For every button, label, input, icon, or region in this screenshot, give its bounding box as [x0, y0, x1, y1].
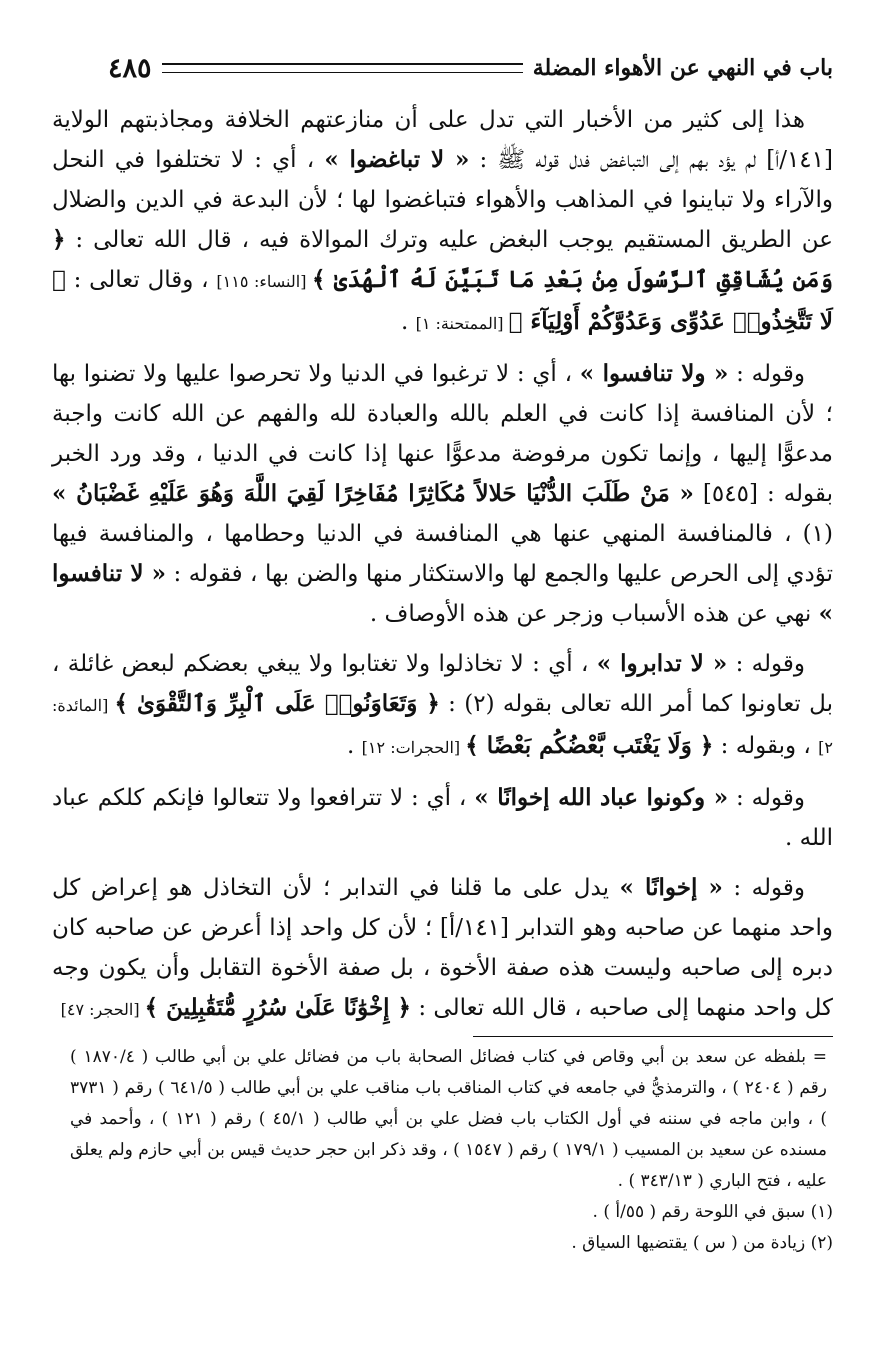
hadith-quote: « ولا تنافسوا »: [579, 360, 729, 387]
hadith-quote: « وكونوا عباد الله إخوانًا »: [474, 784, 729, 811]
continuation-mark: =: [812, 1047, 827, 1067]
hadith-quote: « لا تدابروا »: [596, 650, 728, 677]
quran-verse: ﴿ وَمَن يُشَاقِقِ ٱلرَّسُولَ مِنۢ بَعْدِ مَا تَبَيَّنَ لَهُ ٱلْهُدَىٰ ﴾: [52, 226, 833, 293]
hadith-quote: « مَنْ طَلَبَ الدُّنْيَا حَلالاً مُكَاثِرًا مُفَاخِرًا لَقِيَ اللَّهَ وَهُوَ عَلَيْهِ غَضْبَانُ »: [52, 480, 694, 507]
footnote-continuation: = بلفظه عن سعد بن أبي وقاص في كتاب فضائل الصحابة باب من فضائل علي بن أبي طالب ( ١٨٧٠/٤ ) رقم ( ٢٤٠٤ ) ، والترمذيُّ في جامعه في كتاب المناقب باب مناقب علي بن أبي طالب ( ٦٤١/٥ ) رقم ( ٣٧٣١ ) ، وابن ماجه في سننه في أول الكتاب باب فضل علي بن أبي طالب ( ٤٥/١ ) رقم ( ١٢١ ) ، وأحمد في مسنده عن سعيد بن المسيب ( ١٧٩/١ ) رقم ( ١٥٤٧ ) ، وقد ذكر ابن حجر حديث قيس بن أبي حازم ولم يعلق عليه ، فتح الباري ( ٣٤٣/١٣ ) .: [70, 1047, 828, 1191]
paragraph-5: وقوله : « إخوانًا » يدل على ما قلنا في التدابر ؛ لأن التخاذل هو إعراض كل واحد منهما عن صاحبه وهو التدابر [١٤١/أ] ؛ لأن كل واحد إذا أعرض عن صاحبه كان دبره إلى صاحبه وليست هذه صفة الأخوة ، بل صفة الأخوة التقابل وأن يكون وجه كل واحد منهما إلى صاحبه ، قال الله تعالى : ﴿ إِخْوَٰنًا عَلَىٰ سُرُرٍ مُّتَقَٰبِلِينَ ﴾ [الحجر: ٤٧]: [52, 874, 833, 1021]
paragraph-3: وقوله : « لا تدابروا » ، أي : لا تخاذلوا ولا تغتابوا ولا يبغي بعضكم لبعض غائلة ، بل تعاونوا كما أمر الله تعالى بقوله (٢) : ﴿ وَتَعَاوَنُوا۟ عَلَى ٱلْبِرِّ وَٱلتَّقْوَىٰ ﴾ [المائدة: ٢] ، وبقوله : ﴿ وَلَا يَغْتَب بَّعْضُكُم بَعْضًا ﴾ [الحجرات: ١٢] .: [52, 650, 833, 759]
paragraph-4: وقوله : « وكونوا عباد الله إخوانًا » ، أي : لا تترافعوا ولا تتعالوا فإنكم كلكم عباد الله .: [52, 784, 833, 851]
paragraph-2: وقوله : « ولا تنافسوا » ، أي : لا ترغبوا في الدنيا ولا تحرصوا عليها ولا تضنوا بها ؛ لأن المنافسة إذا كانت في العلم بالله والعبادة لله والفهم عن الله كانت واجبة مدعوًّا إليها ، وإنما تكون مرفوضة مدعوًّا عنها إذا كانت في الدنيا ، وقد ورد الخبر بقوله : [٥٤٥] « مَنْ طَلَبَ الدُّنْيَا حَلالاً مُكَاثِرًا مُفَاخِرًا لَقِيَ اللَّهَ وَهُوَ عَلَيْهِ غَضْبَانُ » (١) ، فالمنافسة المنهي عنها هي المنافسة في الدنيا وحطامها ، والمنافسة فيها تؤدي إلى الحرص عليها والجمع لها والاستكثار منها والضن بها ، فقوله : « لا تنافسوا » نهي عن هذه الأسباب وزجر عن هذه الأوصاف .: [52, 360, 833, 627]
page-header: [108, 48, 833, 88]
hadith-quote: « لا تنافسوا »: [52, 560, 833, 627]
verse-reference: [النساء: ١١٥]: [216, 272, 312, 291]
footnote-1: (١) سبق في اللوحة رقم ( ٥٥/أ ) .: [592, 1202, 833, 1222]
main-text: [52, 100, 833, 1040]
quran-verse: ﴿ وَلَا يَغْتَب بَّعْضُكُم بَعْضًا ﴾: [465, 732, 714, 759]
quran-verse: ﴿ لَا تَتَّخِذُوا۟ عَدُوِّى وَعَدُوَّكُمْ أَوْلِيَآءَ ﴾: [52, 266, 833, 335]
hadith-quote: « لا تباغضوا »: [324, 146, 470, 173]
footnotes: [70, 1042, 833, 1259]
header-rule: [162, 63, 523, 73]
footnote-2: (٢) زيادة من ( س ) يقتضيها السياق .: [571, 1233, 833, 1253]
hadith-quote: « إخوانًا »: [619, 874, 723, 901]
footnote-separator: [473, 1036, 833, 1037]
page-number: ٤٨٥: [108, 52, 152, 84]
verse-reference: [الحجر: ٤٧]: [60, 1000, 145, 1019]
running-title: باب في النهي عن الأهواء المضلة: [532, 55, 833, 81]
verse-reference: [الممتحنة: ١]: [415, 314, 509, 333]
verse-reference: [المائدة: ٢]: [52, 696, 833, 757]
quran-verse: ﴿ وَتَعَاوَنُوا۟ عَلَى ٱلْبِرِّ وَٱلتَّقْوَىٰ ﴾: [114, 690, 440, 717]
verse-reference: [الحجرات: ١٢]: [361, 738, 466, 757]
paragraph-1: هذا إلى كثير من الأخبار التي تدل على أن منازعتهم الخلافة ومجاذبتهم الولاية [١٤١/أ] لم يؤد بهم إلى التباغض فدل قوله ﷺ : « لا تباغضوا » ، أي : لا تختلفوا في النحل والآراء ولا تباينوا في المذاهب والأهواء فتباغضوا لها ؛ لأن البدعة في الدين والضلال عن الطريق المستقيم يوجب البغض عليه وترك الموالاة فيه ، قال الله تعالى : ﴿ وَمَن يُشَاقِقِ ٱلرَّسُولَ مِنۢ بَعْدِ مَا تَبَيَّنَ لَهُ ٱلْهُدَىٰ ﴾ [النساء: ١١٥] ، وقال تعالى : ﴿ لَا تَتَّخِذُوا۟ عَدُوِّى وَعَدُوَّكُمْ أَوْلِيَآءَ ﴾ [الممتحنة: ١] .: [52, 107, 833, 335]
quran-verse: ﴿ إِخْوَٰنًا عَلَىٰ سُرُرٍ مُّتَقَٰبِلِينَ ﴾: [144, 994, 412, 1021]
